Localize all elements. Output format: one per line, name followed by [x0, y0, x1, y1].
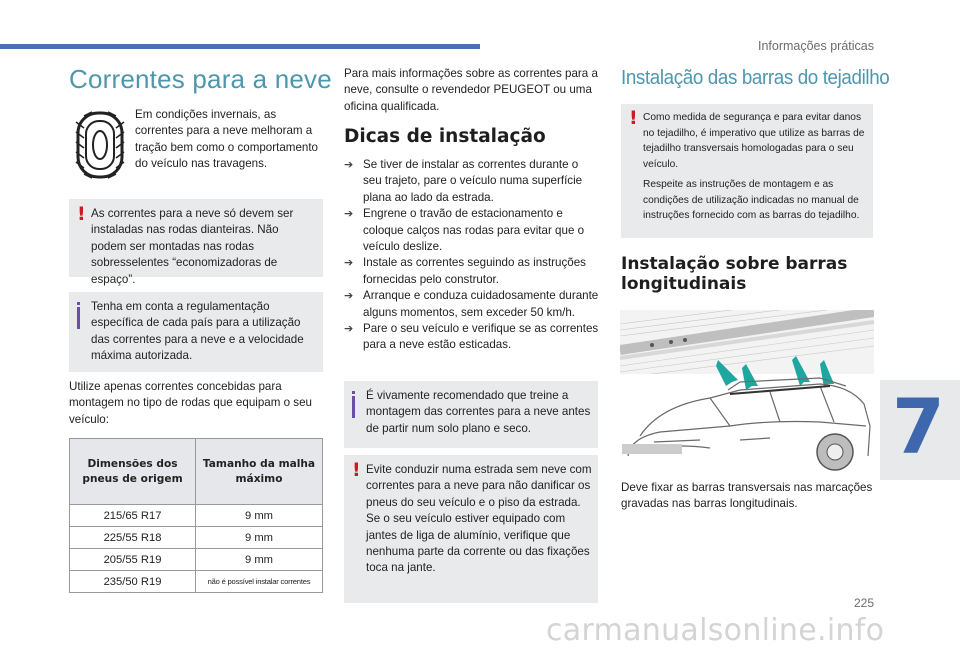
list-item — [344, 321, 600, 354]
chapter-number: 7 — [892, 382, 945, 471]
warning-exclamation-icon: ! — [77, 203, 86, 225]
arrow-bullet-icon: ➔ — [344, 290, 354, 303]
warning-text-safety: Como medida de segurança e para evitar danos no tejadilho, é imperativo que utilize as barras de tejadilho transversais homologadas para o seu veículo. — [643, 112, 865, 170]
info-text: É vivamente recomendado que treine a montagem das correntes para a neve antes de partir num solo plano e seco. — [366, 389, 591, 435]
arrow-bullet-icon: ➔ — [344, 159, 354, 171]
warning-text: As correntes para a neve só devem ser instaladas nas rodas dianteiras. Não podem ser montadas nas rodas sobresselentes “economizadoras de espaço”. — [91, 207, 294, 286]
warning-exclamation-icon: ! — [352, 459, 361, 481]
chapter-tab — [880, 380, 960, 480]
snow-chain-tyre-icon — [72, 110, 128, 180]
page-number: 225 — [853, 596, 874, 610]
mesh-size-cell: 9 mm — [196, 527, 323, 549]
more-info-paragraph: Para mais informações sobre as correntes para a neve, consulte o revendedor PEUGEOT ou uma oficina qualificada. — [344, 67, 598, 113]
list-item — [344, 255, 600, 288]
step-text: Engrene o travão de estacionamento e coloque calços nas rodas para evitar que o veículo deslize. — [363, 207, 585, 254]
roof-bars-caption: Deve fixar as barras transversais nas marcações gravadas nas barras longitudinais. — [621, 481, 873, 511]
list-item — [344, 288, 600, 321]
list-item — [344, 157, 600, 206]
step-text: Se tiver de instalar as correntes durante o seu trajeto, pare o veículo numa superfície plana ao lado da estrada. — [363, 158, 583, 204]
mesh-size-cell: 9 mm — [196, 505, 323, 527]
table-row — [70, 505, 323, 527]
info-box-regulations — [69, 292, 323, 372]
car-illustration — [620, 356, 874, 474]
arrow-bullet-icon: ➔ — [344, 208, 354, 221]
table-row — [70, 527, 323, 549]
table-header-mesh-size: Tamanho da malha máximo — [196, 439, 323, 505]
warning-box-front-wheels — [69, 199, 323, 286]
arrow-bullet-icon: ➔ — [344, 323, 354, 336]
warning-text-instructions: Respeite as instruções de montagem e as condições de utilização indicadas no manual de instruções fornecido com as barras do tejadilho. — [643, 179, 860, 222]
warning-box-road-damage — [344, 455, 598, 603]
mesh-size-cell: 9 mm — [196, 549, 323, 571]
warning-exclamation-icon: ! — [629, 107, 638, 129]
mesh-size-cell: não é possível instalar correntes — [196, 571, 323, 593]
info-box-practice — [344, 381, 598, 448]
table-row — [70, 549, 323, 571]
installation-tips-heading: Dicas de instalação — [344, 126, 546, 147]
warning-text: Evite conduzir numa estrada sem neve com correntes para a neve para não danificar os pneus do seu veículo e o piso da estrada. Se o seu veículo estiver equipado com jantes de liga de alumínio, verifique que nenhuma parte da corrente ou das fixações toca na jante. — [366, 463, 592, 575]
tyre-size-cell: 205/55 R19 — [70, 549, 196, 571]
tyre-size-cell: 235/50 R19 — [70, 571, 196, 593]
step-text: Instale as correntes seguindo as instruções fornecidas pelo construtor. — [363, 256, 586, 286]
tyre-chain-table — [69, 438, 323, 593]
installation-steps-list — [344, 157, 600, 354]
warning-box-roof-bars — [621, 104, 873, 238]
top-accent-bar — [0, 44, 480, 49]
longitudinal-bars-subheading: Instalação sobre barras longitudinais — [621, 254, 848, 294]
info-text: Tenha em conta a regulamentação específica de cada país para a utilização das correntes para a neve e a velocidade máxima autorizada. — [91, 300, 304, 363]
watermark: carmanualsonline.info — [546, 613, 885, 648]
list-item — [344, 206, 600, 255]
info-i-icon — [352, 396, 355, 418]
tyre-size-cell: 215/65 R17 — [70, 505, 196, 527]
step-text: Pare o seu veículo e verifique se as correntes para a neve estão esticadas. — [363, 322, 599, 352]
arrow-bullet-icon: ➔ — [344, 257, 354, 270]
usage-paragraph: Utilize apenas correntes concebidas para montagem no tipo de rodas que equipam o seu veículo: — [69, 380, 312, 426]
step-text: Arranque e conduza cuidadosamente durante alguns momentos, sem exceder 50 km/h. — [363, 289, 599, 319]
info-i-icon — [77, 307, 80, 329]
table-header-tyre-size: Dimensões dos pneus de origem — [70, 439, 196, 505]
snow-chains-intro: Em condições invernais, as correntes para a neve melhoram a tração bem como o comportamento do veículo nas travagens. — [135, 108, 319, 171]
table-row — [70, 571, 323, 593]
section-header: Informações práticas — [757, 39, 874, 53]
snow-chains-title: Correntes para a neve — [69, 64, 332, 94]
tyre-size-cell: 225/55 R18 — [70, 527, 196, 549]
roof-bars-title: Instalação das barras do tejadilho — [621, 67, 890, 89]
